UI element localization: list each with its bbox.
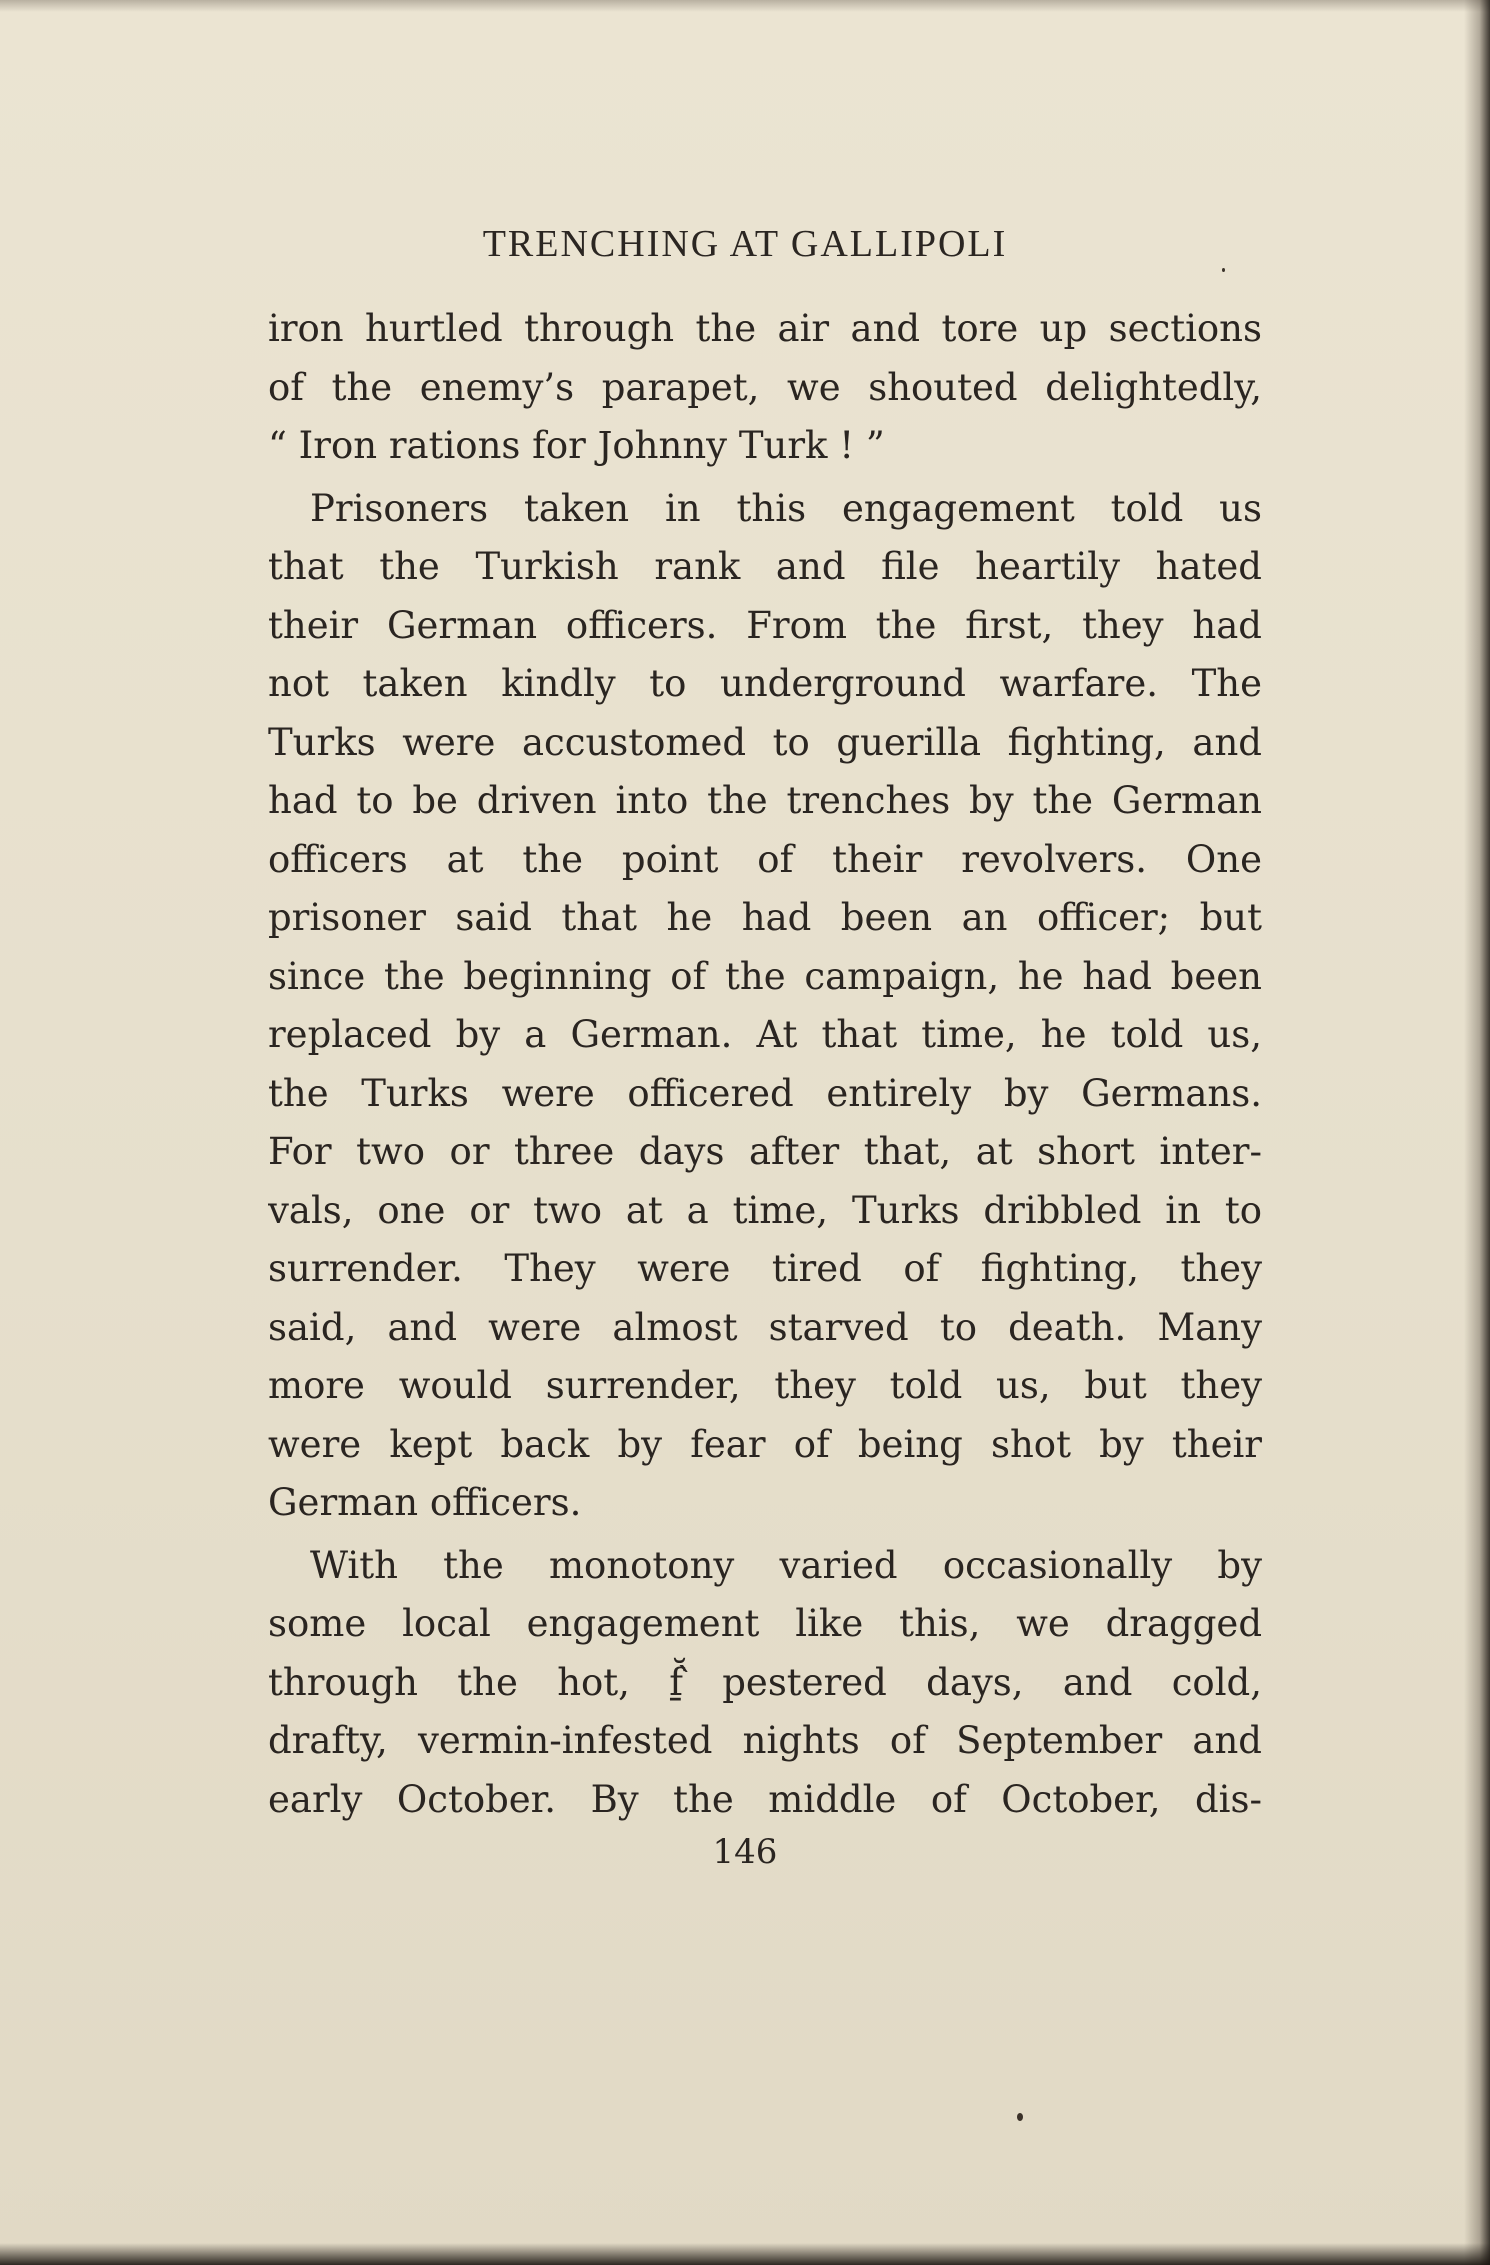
page-number: 146 bbox=[712, 1832, 778, 1872]
text-line: were kept back by fear of being shot by their bbox=[268, 1422, 1262, 1466]
text-line: not taken kindly to underground warfare. The bbox=[268, 662, 1262, 705]
text-line: their German officers. From the first, they had bbox=[268, 603, 1262, 647]
text-line: prisoner said that he had been an officer; but bbox=[268, 896, 1262, 939]
text-line: For two or three days after that, at short inter- bbox=[268, 1130, 1262, 1173]
ink-speck bbox=[1222, 268, 1225, 272]
text-line: Turks were accustomed to guerilla fighting, and bbox=[268, 720, 1262, 764]
text-line: through the hot, f̱̆ ̀pestered days, and cold, bbox=[268, 1660, 1262, 1704]
text-line: officers at the point of their revolvers. One bbox=[268, 837, 1262, 881]
text-line: said, and were almost starved to death. Many bbox=[268, 1305, 1262, 1349]
page-bottom-edge bbox=[0, 2243, 1490, 2265]
text-line: that the Turkish rank and file heartily hated bbox=[268, 545, 1262, 588]
text-line: early October. By the middle of October, dis- bbox=[268, 1777, 1262, 1821]
text-line: Prisoners taken in this engagement told us bbox=[310, 486, 1262, 530]
text-line: more would surrender, they told us, but they bbox=[268, 1364, 1262, 1407]
text-line: “ Iron rations for Johnny Turk ! ” bbox=[268, 424, 885, 467]
text-line: With the monotony varied occasionally by bbox=[310, 1543, 1262, 1587]
text-line: vals, one or two at a time, Turks dribbled in to bbox=[268, 1188, 1262, 1232]
paragraph bbox=[268, 1537, 1262, 1830]
text-line: the Turks were officered entirely by Germans. bbox=[268, 1071, 1262, 1115]
text-line: iron hurtled through the air and tore up sections bbox=[268, 307, 1262, 350]
body-text bbox=[268, 300, 1262, 1829]
text-line: German officers. bbox=[268, 1481, 582, 1524]
paragraph bbox=[268, 480, 1262, 1533]
text-line: drafty, vermin-infested nights of September and bbox=[268, 1719, 1262, 1762]
text-line: some local engagement like this, we dragged bbox=[268, 1602, 1262, 1645]
text-line: replaced by a German. At that time, he told us, bbox=[268, 1013, 1262, 1056]
paragraph bbox=[268, 300, 1262, 476]
text-line: had to be driven into the trenches by the German bbox=[268, 779, 1262, 822]
text-line: of the enemy’s parapet, we shouted delightedly, bbox=[268, 365, 1262, 409]
page-top-shadow bbox=[0, 0, 1490, 12]
text-line: since the beginning of the campaign, he had been bbox=[268, 954, 1262, 998]
ink-speck bbox=[1017, 2113, 1023, 2121]
page-right-edge bbox=[1464, 0, 1490, 2265]
running-head: TRENCHING AT GALLIPOLI bbox=[482, 223, 1008, 265]
text-line: surrender. They were tired of fighting, they bbox=[268, 1247, 1262, 1290]
